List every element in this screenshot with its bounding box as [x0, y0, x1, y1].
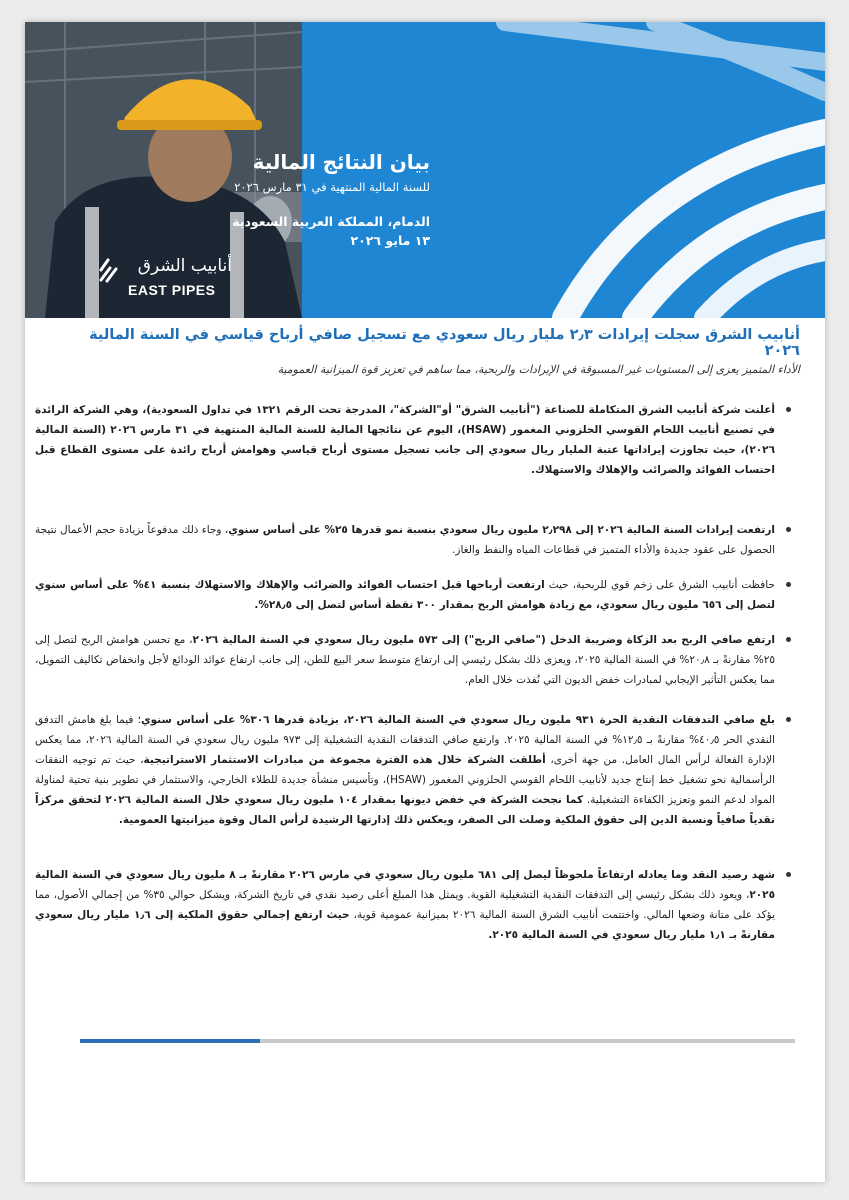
body-paragraph [35, 400, 795, 480]
footer-accent-bar [80, 1039, 260, 1043]
bullet-icon [786, 582, 791, 587]
east-pipes-logo-mark-icon [98, 254, 120, 284]
footer-divider [80, 1039, 795, 1043]
header-banner [25, 22, 825, 318]
paragraph-segment: ارتفعت إيرادات السنة المالية ٢٠٢٦ إلى ٢٫٢٩٨ مليون ريال سعودي بنسبة نمو قدرها ٢٥% على أساس سنوي [228, 524, 775, 536]
bullet-icon [786, 717, 791, 722]
paragraph-segment: أطلقت الشركة خلال هذه الفترة مجموعة من مبادرات الاستثمار الاستراتيجية [143, 754, 546, 766]
banner-title: بيان النتائج المالية [252, 150, 430, 174]
headline-subtitle: الأداء المتميز يعزى إلى المستويات غير المسبوقة في الإيرادات والربحية، مما ساهم في تعزيز قوة الميزانية العمومية [277, 363, 800, 376]
paragraph-segment: شهد رصيد النقد وما يعادله ارتفاعاً ملحوظاً ليصل إلى ٦٨١ مليون ريال سعودي في مارس ٢٠٢٦ مقارنةً بـ ٨ مليون ريال سعودي في السنة المالية ٢٠٢٥ [35, 869, 776, 901]
paragraph-segment: ، ويعود ذلك بشكل رئيسي إلى التدفقات النقدية التشغيلية القوية. ويمثل هذا المبلغ أعلى رصيد نقدي في تاريخ الشركة، ويشكل حوالي ٣٥% من إجمالي الأصول، مما يؤكد على متانة وضعها المالي. واختتمت أنابيب الشرق السنة المالية ٢٠٢٦ بميزانية عمومية قوية، [35, 889, 775, 921]
paragraph-segment: ارتفع صافي الربح بعد الزكاة وضريبة الدخل ("صافي الربح") إلى ٥٧٣ مليون ريال سعودي في السنة المالية ٢٠٢٦ [192, 634, 776, 646]
decorative-arcs [405, 22, 825, 318]
headline-title: أنابيب الشرق سجلت إيرادات ٢٫٣ مليار ريال سعودي مع تسجيل صافي أرباح قياسي في السنة المالية ٢٠٢٦ [89, 327, 800, 359]
east-pipes-logo [98, 254, 238, 302]
paragraph-segment: أعلنت شركة أنابيب الشرق المتكاملة للصناعة ("أنابيب الشرق" أو"الشركة"، المدرجة تحت الرقم ١٣٢١ في تداول السعودية)، وهي الشركة الرائدة في تصنيع أنابيب اللحام القوسي الحلزوني المغمور (HSAW)، اليوم عن نتائجها المالية للسنة المالية المنتهية في ٣١ مارس ٢٠٢٦ (السنة المالية ٢٠٢٦)، حيث تجاوزت إيراداتها عتبة المليار ريال سعودي إلى جانب تسجيل مستوى أرباح قياسي وهوامش أرباح رائدة على مستوى القطاع قبل احتساب الفوائد والضرائب والإهلاك والاستهلاك. [35, 404, 775, 476]
paragraph-segment: بلغ صافي التدفقات النقدية الحرة ٩٣١ مليون ريال سعودي في السنة المالية ٢٠٢٦، بزيادة قدرها ٣٠٦% على أساس سنوي [140, 714, 776, 726]
bullet-icon [786, 872, 791, 877]
body-paragraph [35, 865, 795, 945]
paragraph-segment: ، وجاء ذلك مدفوعاً بزيادة حجم الأعمال نتيجة الحصول على عقود جديدة والأداء المتميز في قطاعات المياه والنفط والغاز. [35, 524, 775, 556]
headline-block [55, 327, 800, 376]
paragraph-segment: حافظت أنابيب الشرق على زخم قوي للربحية، حيث [544, 579, 775, 591]
bullet-icon [786, 407, 791, 412]
banner-subtitle: للسنة المالية المنتهية في ٣١ مارس ٢٠٢٦ [234, 180, 430, 194]
bullet-icon [786, 527, 791, 532]
paragraph-segment: كما نجحت الشركة في خفض ديونها بمقدار ١٠٤ مليون ريال سعودي خلال السنة المالية ٢٠٢٦ لتحقق مركزاً نقدياً صافياً ونسبة الدين إلى حقوق الملكية وصلت الى الصفر، ويعكس ذلك إدارتها الرشيدة لرأس المال وقوة ميزانيتها العمومية. [35, 794, 775, 826]
banner-date: ١٣ مايو ٢٠٢٦ [350, 233, 430, 248]
paragraph-segment: ، مع تحسن هوامش الربح لتصل إلى ٢٥% مقارنةً بـ ٢٠٫٨% في السنة المالية ٢٠٢٥، ويعزى ذلك بشكل رئيسي إلى ارتفاع متوسط سعر البيع للطن، إلى جانب ارتفاع عوائد الودائع لأجل وانخفاض تكاليف التمويل، مما يعكس التأثير الإيجابي لمبادرات خفض الديون التي نُفذت خلال العام. [35, 634, 775, 686]
logo-english-text: EAST PIPES [128, 282, 216, 298]
paragraph-segment: ارتفعت أرباحها قبل احتساب الفوائد والضرائب والإهلاك والاستهلاك بنسبة ٤١% على أساس سنوي لتصل إلى ٦٥٦ مليون ريال سعودي، مع زيادة هوامش الربح بمقدار ٣٠٠ نقطة أساس لتصل إلى ٢٨٫٥%. [35, 579, 775, 611]
banner-location: الدمام، المملكة العربية السعودية [232, 214, 430, 229]
logo-arabic-text: أنابيب الشرق [137, 256, 232, 276]
body-paragraph [35, 520, 795, 560]
paragraph-segment: ، حيث تم توجيه النفقات الرأسمالية نحو تشغيل خط إنتاج جديد لأنابيب اللحام القوسي الحلزوني المغمور (HSAW)، وتأسيس منشأة جديدة للطلاء الخارجي، والاستثمار في تطوير بنية تحتية لمناولة المواد لدعم النمو وتعزيز الكفاءة التشغيلية. [35, 754, 776, 806]
paragraph-segment: ؛ فيما بلغ هامش التدفق النقدي الحر ٤٠٫٥% مقارنةً بـ ١٢٫٥% في السنة المالية ٢٠٢٥. وارتفع صافي التدفقات النقدية التشغيلية إلى ٩٧٣ مليون ريال سعودي في السنة المالية ٢٠٢٦، مما يعكس الإدارة الفعالة لرأس المال العامل. من جهة أخرى، [35, 714, 775, 766]
document-page [25, 22, 825, 1182]
body-paragraph [35, 630, 795, 690]
bullet-icon [786, 637, 791, 642]
body-paragraph [35, 710, 795, 830]
paragraph-segment: حيث ارتفع إجمالي حقوق الملكية إلى ١٫٦ مليار ريال سعودي مقارنةً بـ ١٫١ مليار ريال سعودي في السنة المالية ٢٠٢٥. [35, 909, 775, 941]
banner-text-block [130, 150, 430, 248]
body-paragraph [35, 575, 795, 615]
